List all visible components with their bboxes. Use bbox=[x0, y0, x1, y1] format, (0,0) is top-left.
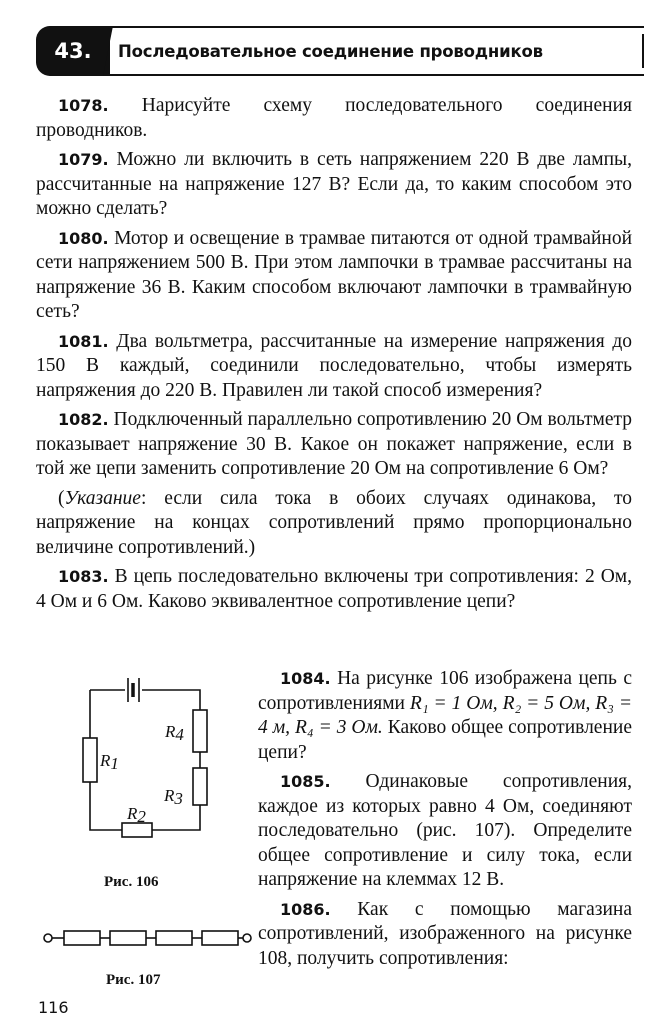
resistor-1 bbox=[64, 931, 100, 945]
resistor-3 bbox=[156, 931, 192, 945]
figure-107-caption: Рис. 107 bbox=[106, 972, 161, 988]
figure-106-circuit bbox=[70, 670, 230, 840]
resistor-2 bbox=[110, 931, 146, 945]
problem-text: Как с помощью магазина сопротивлений, изображенного на рисунке 108, получить сопротивления: bbox=[258, 898, 632, 969]
terminal-right bbox=[243, 934, 251, 942]
problem-column bbox=[36, 94, 632, 614]
label-r1: R1 bbox=[100, 751, 119, 773]
problem-1084 bbox=[258, 667, 632, 765]
problem-text: Два вольтметра, рассчитанные на измерение напряжения до 150 В каждый, соединили последовательно, чтобы измерять напряжения до 220 В. Правилен ли такой способ измерения? bbox=[36, 330, 633, 401]
problem-1081 bbox=[36, 330, 632, 404]
problem-text: Можно ли включить в сеть напряжением 220 В две лампы, рассчитанные на напряжение 127 В? Если да, то каким способом это можно сделать? bbox=[36, 149, 632, 219]
problem-number: 1086. bbox=[280, 899, 331, 919]
terminal-left bbox=[44, 934, 52, 942]
wire-top bbox=[90, 690, 200, 710]
figure-106-caption: Рис. 106 bbox=[104, 874, 159, 890]
hint-paragraph bbox=[36, 487, 632, 561]
page-number: 116 bbox=[38, 998, 69, 1017]
label-r2: R2 bbox=[127, 804, 146, 826]
problem-1086 bbox=[258, 898, 632, 972]
hint-paren: ( bbox=[58, 487, 65, 509]
problem-text: Одинаковые сопротивления, каждое из которых равно 4 Ом, соединяют последовательно (рис. 107). Определите общее сопротивление и силу тока, если напряжение на клеммах 12 В. bbox=[258, 771, 633, 890]
section-title: Последовательное соединение проводников bbox=[118, 41, 543, 61]
label-r4: R4 bbox=[165, 722, 184, 744]
section-header bbox=[36, 26, 644, 76]
hint-text: : если сила тока в обоих случаях одинакова, то напряжение на концах сопротивлений прямо пропорционально величине сопротивлений.) bbox=[36, 487, 632, 558]
problem-number: 1081. bbox=[58, 331, 109, 351]
header-end-line bbox=[642, 34, 644, 68]
problem-text-end: Каково общее сопротивление цепи? bbox=[258, 717, 632, 763]
problem-number: 1083. bbox=[58, 567, 109, 586]
resistor-r4 bbox=[193, 710, 207, 752]
resistor-r1 bbox=[83, 738, 97, 782]
problem-1080 bbox=[36, 227, 632, 325]
problem-text: Подключенный параллельно сопротивлению 20 Ом вольтметр показывает напряжение 30 В. Какое он покажет напряжение, если в той же цепи заменить сопротивление 20 Ом на сопротивление 6 Ом? bbox=[36, 409, 632, 479]
label-r3: R3 bbox=[164, 786, 183, 808]
problem-1082 bbox=[36, 408, 632, 482]
hint-label: Указание bbox=[64, 487, 141, 509]
problem-1079 bbox=[36, 148, 632, 222]
problem-number: 1079. bbox=[58, 150, 109, 169]
problem-number: 1084. bbox=[280, 669, 331, 688]
problem-text: Мотор и освещение в трамвае питаются от одной трамвайной сети напряжением 500 В. При этом лампочки в трамвае рассчитаны на напряжение 36 В. Каким способом включают лампочки в трамвайную сеть? bbox=[36, 227, 633, 322]
right-column bbox=[258, 667, 632, 971]
problem-number: 1082. bbox=[58, 410, 109, 429]
problem-1083 bbox=[36, 565, 632, 614]
problem-number: 1085. bbox=[280, 772, 331, 791]
problem-text: На рисунке 106 изображена цепь с сопротивлениями bbox=[258, 668, 632, 714]
problem-number: 1080. bbox=[58, 228, 109, 248]
problem-text: В цепь последовательно включены три сопротивления: 2 Ом, 4 Ом и 6 Ом. Каково эквивалентное сопротивление цепи? bbox=[36, 566, 632, 612]
section-number: 43. bbox=[54, 39, 92, 63]
resistance-values: R₁ = 1 Ом, R₂ = 5 Ом, R₃ = 4 м, R₄ = 3 Ом. bbox=[258, 692, 633, 738]
problem-text: Нарисуйте схему последовательного соединения проводников. bbox=[36, 95, 632, 141]
figure-107-resistor-chain bbox=[40, 924, 255, 952]
resistor-4 bbox=[202, 931, 238, 945]
problem-1085 bbox=[258, 770, 632, 893]
battery-icon bbox=[128, 678, 139, 702]
problem-number: 1078. bbox=[58, 96, 109, 115]
problem-1078 bbox=[36, 94, 632, 143]
resistor-r3 bbox=[193, 768, 207, 805]
